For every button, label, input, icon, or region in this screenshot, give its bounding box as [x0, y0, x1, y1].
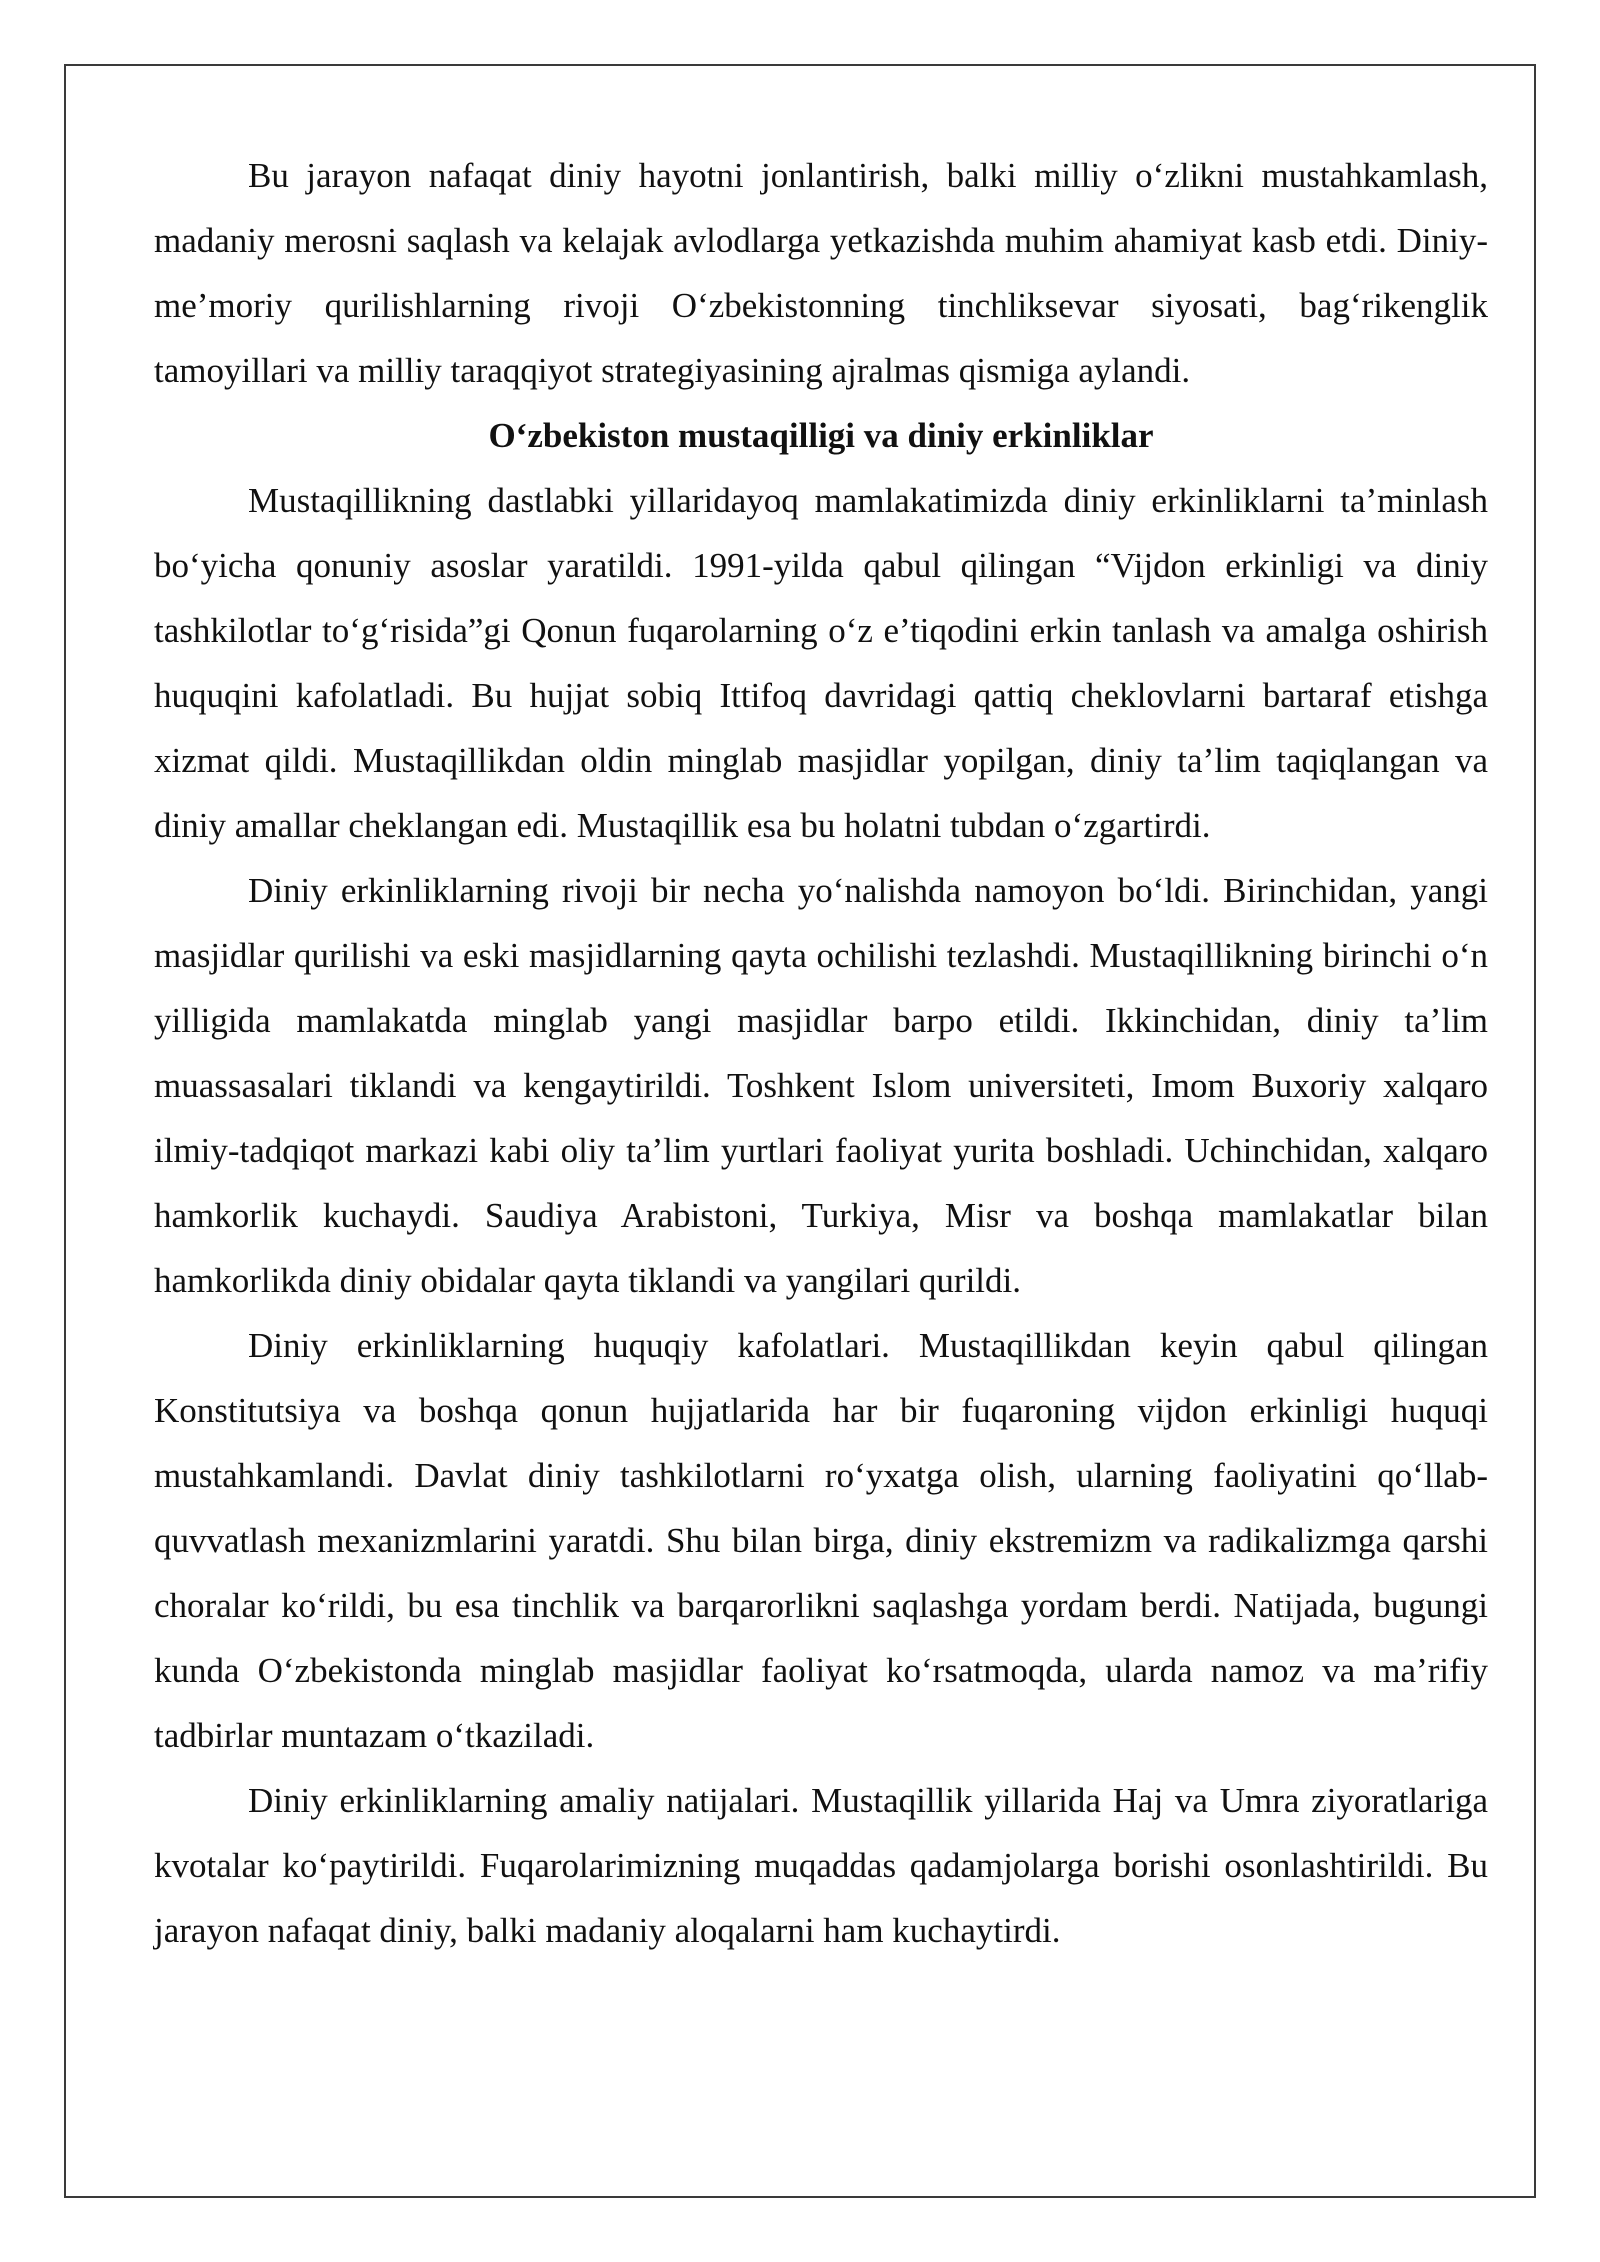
paragraph-intro: Bu jarayon nafaqat diniy hayotni jonlantirish, balki milliy o‘zlikni mustahkamlash, madaniy merosni saqlash va kelajak avlodlarga yetkazishda muhim ahamiyat kasb etdi. Diniy-me’moriy qurilishlarning rivoji O‘zbekistonning tinchliksevar siyosati, bag‘rikenglik tamoyillari va milliy taraqqiyot strategiyasining ajralmas qismiga aylandi. — [154, 156, 1488, 390]
paragraph-practical-results: Diniy erkinliklarning amaliy natijalari. Mustaqillik yillarida Haj va Umra ziyoratlariga kvotalar ko‘paytirildi. Fuqarolarimizning muqaddas qadamjolarga borishi osonlashtirildi. Bu jarayon nafaqat diniy, balki madaniy aloqalarni ham kuchaytirdi. — [154, 1781, 1488, 1950]
section-heading: O‘zbekiston mustaqilligi va diniy erkinliklar — [488, 416, 1154, 455]
document-body — [154, 143, 1488, 1963]
paragraph-development: Diniy erkinliklarning rivoji bir necha yo‘nalishda namoyon bo‘ldi. Birinchidan, yangi masjidlar qurilishi va eski masjidlarning qayta ochilishi tezlashdi. Mustaqillikning birinchi o‘n yilligida mamlakatda minglab yangi masjidlar barpo etildi. Ikkinchidan, diniy ta’lim muassasalari tiklandi va kengaytirildi. Toshkent Islom universiteti, Imom Buxoriy xalqaro ilmiy-tadqiqot markazi kabi oliy ta’lim yurtlari faoliyat yurita boshladi. Uchinchidan, xalqaro hamkorlik kuchaydi. Saudiya Arabistoni, Turkiya, Misr va boshqa mamlakatlar bilan hamkorlikda diniy obidalar qayta tiklandi va yangilari qurildi. — [154, 871, 1488, 1300]
paragraph-legal-basis: Mustaqillikning dastlabki yillaridayoq mamlakatimizda diniy erkinliklarni ta’minlash bo‘yicha qonuniy asoslar yaratildi. 1991-yilda qabul qilingan “Vijdon erkinligi va diniy tashkilotlar to‘g‘risida”gi Qonun fuqarolarning o‘z e’tiqodini erkin tanlash va amalga oshirish huquqini kafolatladi. Bu hujjat sobiq Ittifoq davridagi qattiq cheklovlarni bartaraf etishga xizmat qildi. Mustaqillikdan oldin minglab masjidlar yopilgan, diniy ta’lim taqiqlangan va diniy amallar cheklangan edi. Mustaqillik esa bu holatni tubdan o‘zgartirdi. — [154, 481, 1488, 845]
paragraph-legal-guarantees: Diniy erkinliklarning huquqiy kafolatlari. Mustaqillikdan keyin qabul qilingan Konstitutsiya va boshqa qonun hujjatlarida har bir fuqaroning vijdon erkinligi huquqi mustahkamlandi. Davlat diniy tashkilotlarni ro‘yxatga olish, ularning faoliyatini qo‘llab-quvvatlash mexanizmlarini yaratdi. Shu bilan birga, diniy ekstremizm va radikalizmga qarshi choralar ko‘rildi, bu esa tinchlik va barqarorlikni saqlashga yordam berdi. Natijada, bugungi kunda O‘zbekistonda minglab masjidlar faoliyat ko‘rsatmoqda, ularda namoz va ma’rifiy tadbirlar muntazam o‘tkaziladi. — [154, 1326, 1488, 1755]
